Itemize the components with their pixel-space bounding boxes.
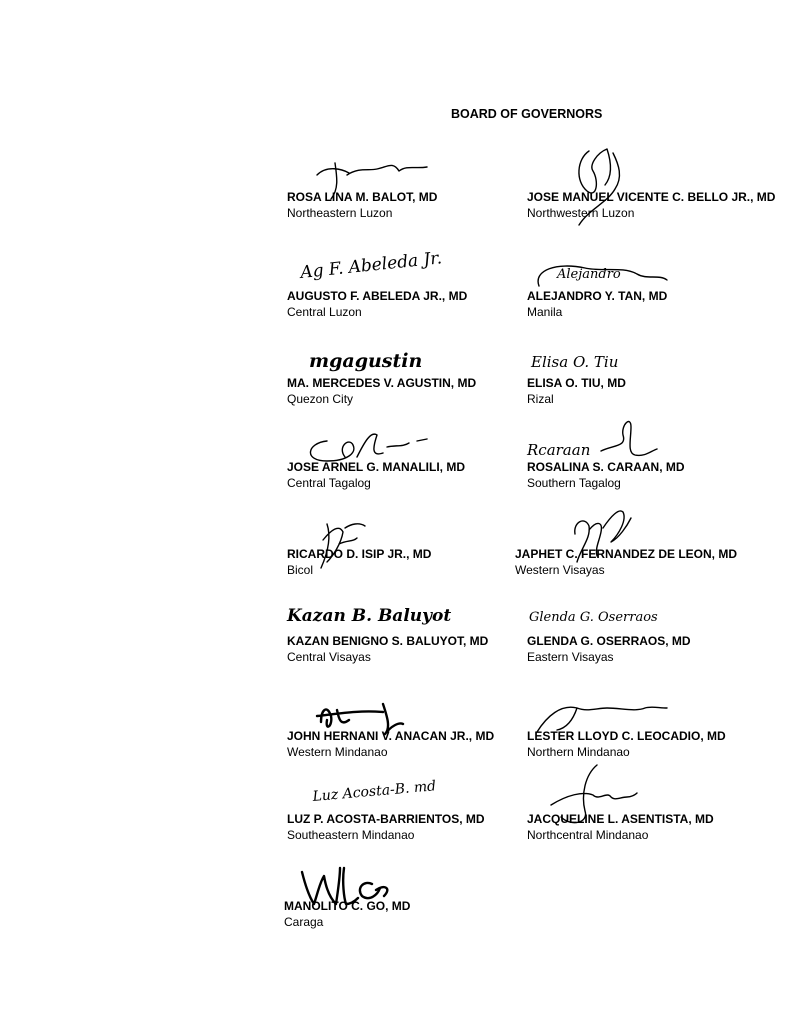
governor-entry bbox=[527, 353, 787, 407]
governor-name: JOSE ARNEL G. MANALILI, MD bbox=[287, 460, 466, 474]
governor-name: JOSE MANUEL VICENTE C. BELLO JR., MD bbox=[527, 190, 776, 204]
governor-entry bbox=[287, 459, 547, 491]
governor-entry bbox=[527, 441, 787, 491]
governor-region: Eastern Visayas bbox=[527, 650, 614, 664]
governor-entry bbox=[287, 606, 547, 665]
governor-name: RICARDO D. ISIP JR., MD bbox=[287, 547, 432, 561]
governor-name: LESTER LLOYD C. LEOCADIO, MD bbox=[527, 729, 726, 743]
signature-baluyot-text: Kazan B. Baluyot bbox=[287, 606, 452, 626]
governor-entry bbox=[287, 350, 547, 407]
governor-name: ALEJANDRO Y. TAN, MD bbox=[527, 289, 668, 303]
signature-abeleda-text: Ag F. Abeleda Jr. bbox=[299, 248, 443, 283]
governor-name: JACQUELINE L. ASENTISTA, MD bbox=[527, 812, 714, 826]
governor-region: Central Tagalog bbox=[287, 476, 371, 490]
governor-region: Central Visayas bbox=[287, 650, 371, 664]
signature-tiu-text: Elisa O. Tiu bbox=[531, 353, 619, 371]
governor-entry bbox=[287, 248, 547, 320]
governor-name: AUGUSTO F. ABELEDA JR., MD bbox=[287, 289, 468, 303]
governor-name: LUZ P. ACOSTA-BARRIENTOS, MD bbox=[287, 812, 485, 826]
governor-region: Manila bbox=[527, 305, 563, 319]
governor-name: ROSALINA S. CARAAN, MD bbox=[527, 460, 685, 474]
governor-region: Caraga bbox=[284, 915, 324, 929]
governor-region: Western Mindanao bbox=[287, 745, 388, 759]
governor-entry bbox=[527, 267, 787, 320]
governor-region: Southeastern Mindanao bbox=[287, 828, 415, 842]
governor-name: GLENDA G. OSERRAOS, MD bbox=[527, 634, 691, 648]
signature-acosta-text: Luz Acosta-B. md bbox=[311, 778, 437, 805]
governor-region: Northcentral Mindanao bbox=[527, 828, 649, 842]
governor-region: Quezon City bbox=[287, 392, 354, 406]
governor-entry bbox=[287, 189, 547, 221]
governor-region: Western Visayas bbox=[515, 563, 605, 577]
governor-region: Bicol bbox=[287, 563, 314, 577]
governor-entry bbox=[527, 189, 787, 221]
governor-region: Southern Tagalog bbox=[527, 476, 621, 490]
governor-entry bbox=[527, 610, 787, 665]
governor-name: MA. MERCEDES V. AGUSTIN, MD bbox=[287, 376, 477, 390]
governor-entry bbox=[527, 728, 787, 760]
signature-caraan-text: Rcaraan bbox=[527, 441, 591, 459]
governor-name: KAZAN BENIGNO S. BALUYOT, MD bbox=[287, 634, 489, 648]
signature-tan-text: Alejandro bbox=[557, 267, 621, 282]
governor-region: Northern Mindanao bbox=[527, 745, 630, 759]
governor-region: Central Luzon bbox=[287, 305, 362, 319]
governor-region: Northeastern Luzon bbox=[287, 206, 393, 220]
page-title: BOARD OF GOVERNORS bbox=[451, 107, 603, 121]
governor-entry bbox=[287, 728, 547, 760]
governor-entry bbox=[287, 778, 547, 843]
governor-name: ROSA LINA M. BALOT, MD bbox=[287, 190, 438, 204]
signature-agustin-text: mgagustin bbox=[309, 350, 423, 372]
governor-region: Northwestern Luzon bbox=[527, 206, 635, 220]
signature-oserraos-text: Glenda G. Oserraos bbox=[529, 610, 658, 625]
governor-entry bbox=[287, 546, 547, 578]
governor-name: JOHN HERNANI V. ANACAN JR., MD bbox=[287, 729, 495, 743]
governor-entry bbox=[515, 546, 775, 578]
governor-entry bbox=[284, 898, 544, 930]
governor-name: JAPHET C. FERNANDEZ DE LEON, MD bbox=[515, 547, 738, 561]
governor-entry bbox=[527, 811, 787, 843]
governor-region: Rizal bbox=[527, 392, 554, 406]
governor-name: ELISA O. TIU, MD bbox=[527, 376, 626, 390]
governor-name: MANOLITO C. GO, MD bbox=[284, 899, 411, 913]
